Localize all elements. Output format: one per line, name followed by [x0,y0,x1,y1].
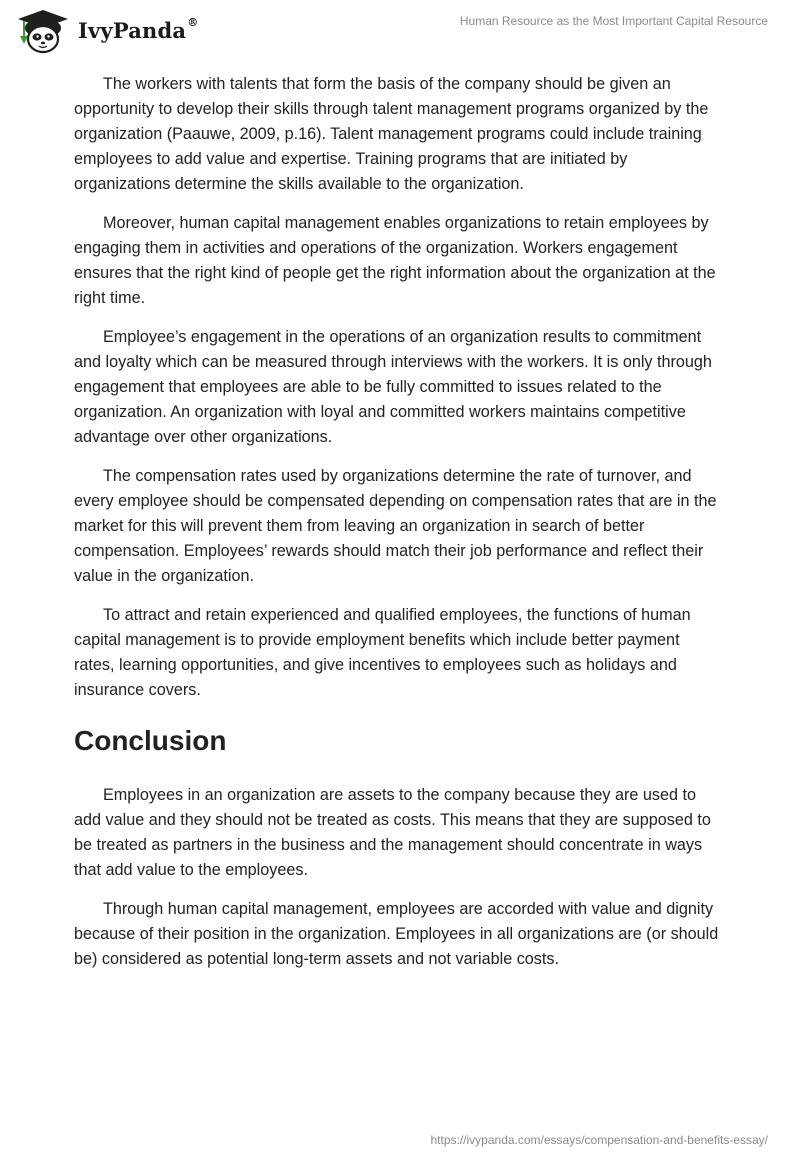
ivypanda-logo[interactable] [14,8,254,58]
paragraph: Employee’s engagement in the operations of an organization results to commitment and loyalty which can be measured through interviews with the workers. It is only through engagement that employees are able to be fully committed to issues related to the organization. An organization with loyal and committed workers maintains competitive advantage over other organizations. [74,328,712,446]
paragraph: The compensation rates used by organizations determine the rate of turnover, and every employee should be compensated depending on compensation rates that are in the market for this will prevent them from leaving an organization in search of better compensation. Employees’ rewards should match their job performance and reflect their value in the organization. [74,467,717,585]
document-title: Human Resource as the Most Important Capital Resource [459,14,768,28]
source-url-link[interactable]: https://ivypanda.com/essays/compensation-and-benefits-essay/ [430,1133,768,1147]
paragraph: To attract and retain experienced and qualified employees, the functions of human capital management is to provide employment benefits which include better payment rates, learning opportunities, and give incentives to employees such as holidays and insurance covers. [74,606,691,699]
paragraph: The workers with talents that form the basis of the company should be given an opportunity to develop their skills through talent management programs organized by the organization (Paauwe, 2009, p.16). Talent management programs could include training employees to add value and expertise. Training programs that are initiated by organizations determine the skills available to the organization. [74,75,709,193]
section-heading: Conclusion [74,725,227,756]
paragraph: Employees in an organization are assets to the company because they are used to add value and they should not be treated as costs. This means that they are supposed to be treated as partners in the business and the management should concentrate in ways that add value to the employees. [74,786,711,879]
logo-text: IvyPanda® [78,16,199,43]
paragraph: Through human capital management, employees are accorded with value and dignity because of their position in the organization. Employees in all organizations are (or should be) considered as potential long-term assets and not variable costs. [74,900,719,968]
essay-content [74,72,724,986]
page-header [0,0,800,64]
paragraph: Moreover, human capital management enables organizations to retain employees by engaging them in activities and operations of the organization. Workers engagement ensures that the right kind of people get the right information about the organization at the right time. [74,214,716,307]
panda-icon [14,8,72,56]
